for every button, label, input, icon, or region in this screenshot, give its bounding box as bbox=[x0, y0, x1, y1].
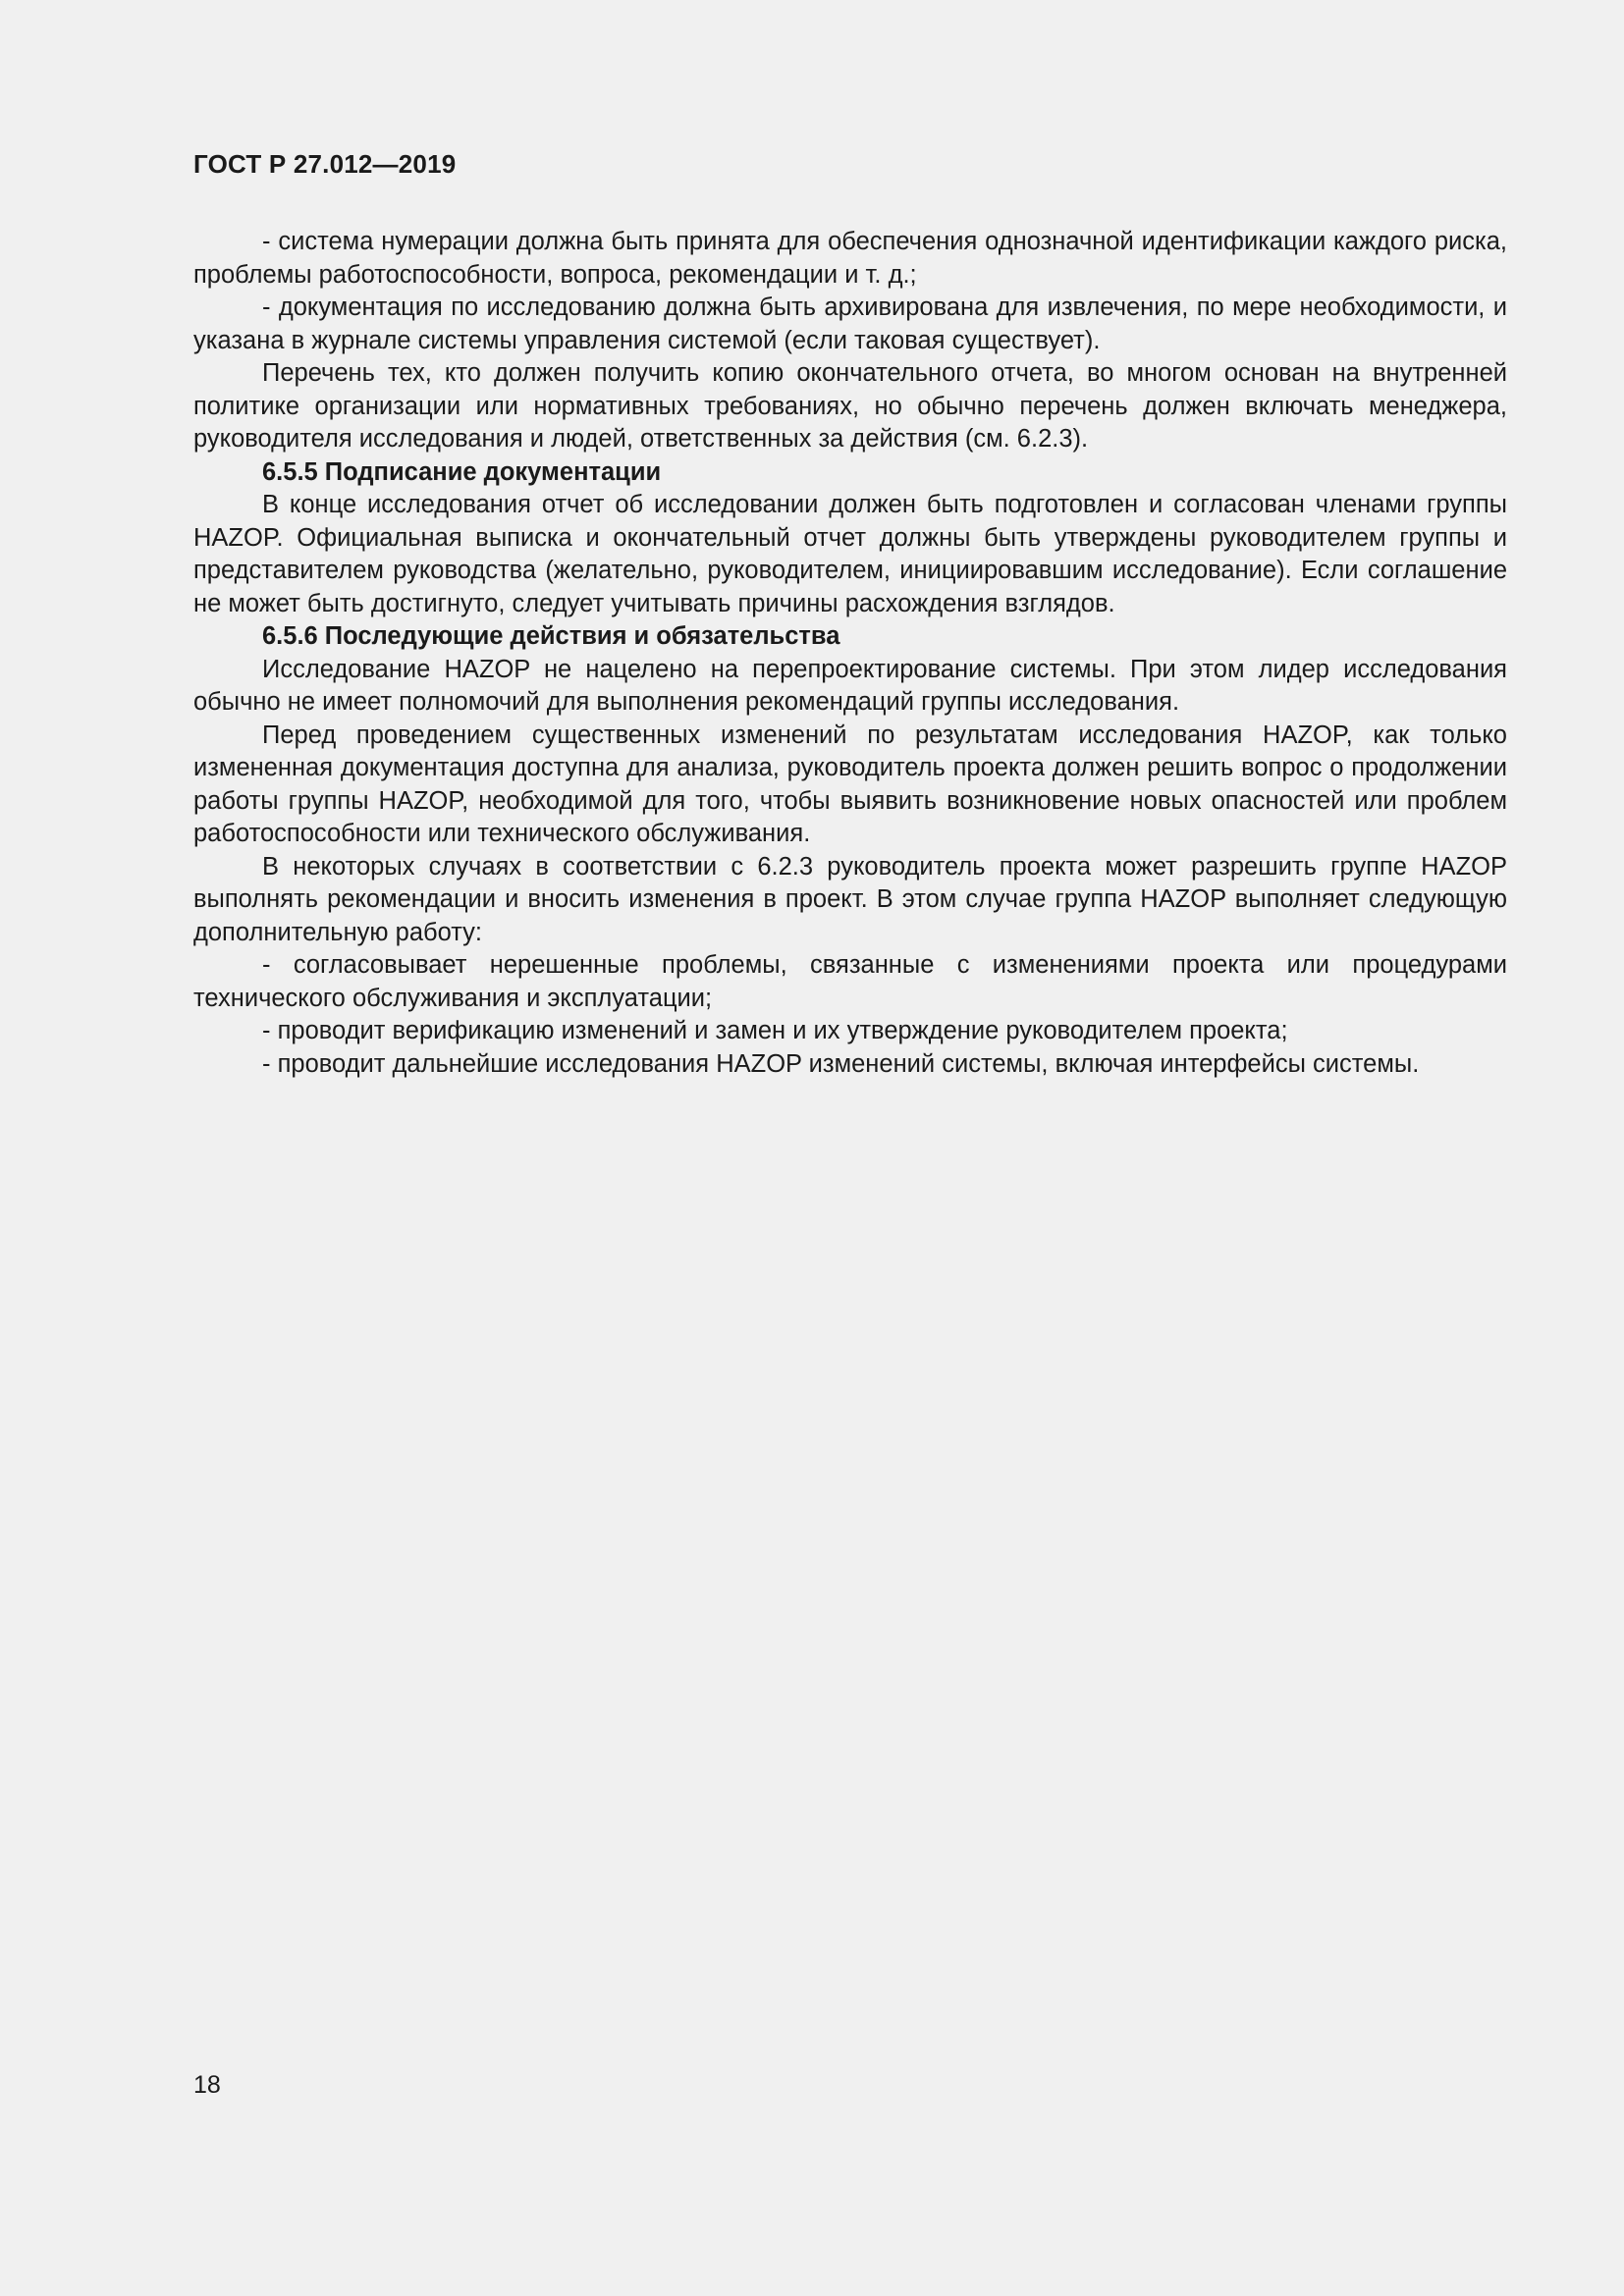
list-item-verification: - проводит верификацию изменений и замен и их утверждение руководителем проекта; bbox=[262, 1017, 1288, 1044]
paragraph-significant-changes: Перед проведением существенных изменений по результатам исследования HAZOP, как только измененная документация доступна для анализа, руководитель проекта должен решить вопрос о продолжении работы группы HAZOP, необходимой для того, чтобы выявить возникновение новых опасностей или проблем работоспособности или технического обслуживания. bbox=[193, 721, 1507, 847]
paragraph-additional-work: В некоторых случаях в соответствии с 6.2.3 руководитель проекта может разрешить группе HAZOP выполнять рекомендации и вносить изменения в проект. В этом случае группа HAZOP выполняет следующую дополнительную работу: bbox=[193, 852, 1507, 946]
list-item-agree-problems: - согласовывает нерешенные проблемы, связанные с изменениями проекта или процедурами технического обслуживания и эксплуатации; bbox=[193, 951, 1507, 1012]
section-heading-6-5-6: 6.5.6 Последующие действия и обязательства bbox=[262, 622, 840, 650]
section-heading-6-5-5: 6.5.5 Подписание документации bbox=[262, 457, 662, 486]
page-number: 18 bbox=[193, 2071, 221, 2099]
list-item-further-studies: - проводит дальнейшие исследования HAZOP изменений системы, включая интерфейсы системы. bbox=[262, 1049, 1420, 1078]
paragraph-report-recipients: Перечень тех, кто должен получить копию окончательного отчета, во многом основан на внутренней политике организации или нормативных требованиях, но обычно перечень должен включать менеджера, руководителя исследования и людей, ответственных за действия (см. 6.2.3). bbox=[193, 359, 1507, 453]
paragraph-hazop-not-redesign: Исследование HAZOP не нацелено на перепроектирование системы. При этом лидер исследования обычно не имеет полномочий для выполнения рекомендаций группы исследования. bbox=[193, 655, 1507, 716]
standard-designation: ГОСТ Р 27.012—2019 bbox=[193, 149, 457, 179]
paragraph-report-approval: В конце исследования отчет об исследовании должен быть подготовлен и согласован членами группы HAZOP. Официальная выписка и окончательный отчет должны быть утверждены руководителем группы и представителем руководства (желательно, руководителем, инициировавшим исследование). Если соглашение не может быть достигнуто, следует учитывать причины расхождения взглядов. bbox=[193, 491, 1507, 617]
list-item-numbering-system: - система нумерации должна быть принята для обеспечения однозначной идентификации каждого риска, проблемы работоспособности, вопроса, рекомендации и т. д.; bbox=[193, 228, 1507, 289]
list-item-documentation-archive: - документация по исследованию должна быть архивирована для извлечения, по мере необходимости, и указана в журнале системы управления системой (если таковая существует). bbox=[193, 294, 1507, 354]
document-body bbox=[193, 226, 1507, 1081]
